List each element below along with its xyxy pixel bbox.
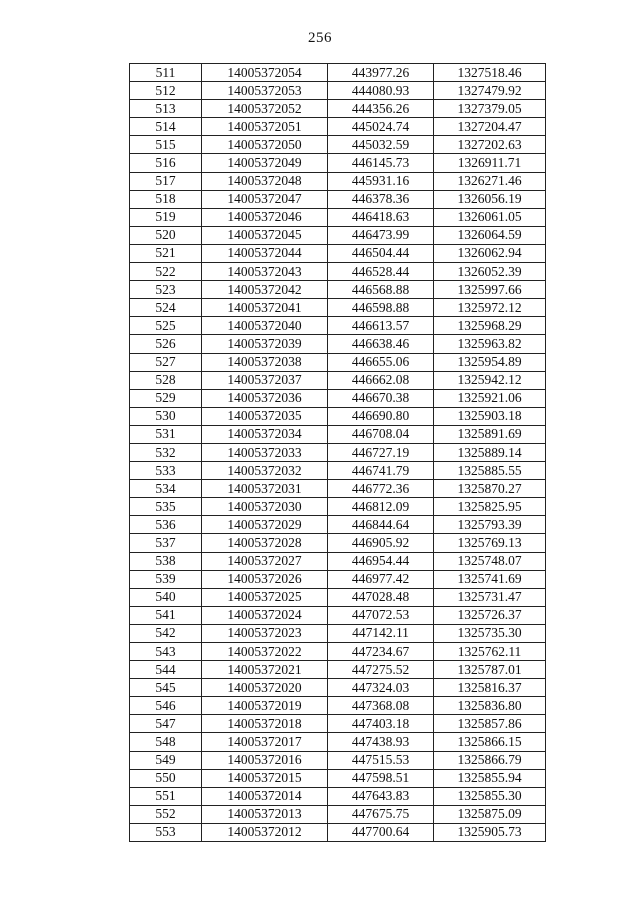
y-coordinate-cell: 1325866.15 [434, 733, 546, 751]
point-id-cell: 14005372048 [202, 172, 328, 190]
row-number-cell: 545 [130, 679, 202, 697]
point-id-cell: 14005372046 [202, 208, 328, 226]
table-row [130, 643, 546, 661]
table-row [130, 136, 546, 154]
table-row [130, 624, 546, 642]
point-id-cell: 14005372015 [202, 769, 328, 787]
x-coordinate-cell: 446613.57 [328, 317, 434, 335]
table-body [130, 64, 546, 842]
point-id-cell: 14005372029 [202, 516, 328, 534]
point-id-cell: 14005372051 [202, 118, 328, 136]
x-coordinate-cell: 444080.93 [328, 82, 434, 100]
row-number-cell: 551 [130, 787, 202, 805]
y-coordinate-cell: 1325787.01 [434, 661, 546, 679]
coordinates-table [129, 63, 546, 842]
point-id-cell: 14005372043 [202, 263, 328, 281]
y-coordinate-cell: 1326064.59 [434, 226, 546, 244]
x-coordinate-cell: 446708.04 [328, 425, 434, 443]
y-coordinate-cell: 1327204.47 [434, 118, 546, 136]
table-row [130, 353, 546, 371]
table-row [130, 263, 546, 281]
row-number-cell: 544 [130, 661, 202, 679]
y-coordinate-cell: 1326061.05 [434, 208, 546, 226]
row-number-cell: 547 [130, 715, 202, 733]
table-row [130, 425, 546, 443]
y-coordinate-cell: 1325825.95 [434, 498, 546, 516]
point-id-cell: 14005372047 [202, 190, 328, 208]
row-number-cell: 534 [130, 480, 202, 498]
y-coordinate-cell: 1327479.92 [434, 82, 546, 100]
y-coordinate-cell: 1325885.55 [434, 462, 546, 480]
y-coordinate-cell: 1325968.29 [434, 317, 546, 335]
row-number-cell: 515 [130, 136, 202, 154]
row-number-cell: 533 [130, 462, 202, 480]
row-number-cell: 540 [130, 588, 202, 606]
point-id-cell: 14005372013 [202, 805, 328, 823]
row-number-cell: 552 [130, 805, 202, 823]
point-id-cell: 14005372040 [202, 317, 328, 335]
x-coordinate-cell: 447643.83 [328, 787, 434, 805]
point-id-cell: 14005372023 [202, 624, 328, 642]
row-number-cell: 516 [130, 154, 202, 172]
table-row [130, 805, 546, 823]
point-id-cell: 14005372024 [202, 606, 328, 624]
point-id-cell: 14005372050 [202, 136, 328, 154]
x-coordinate-cell: 446772.36 [328, 480, 434, 498]
point-id-cell: 14005372019 [202, 697, 328, 715]
y-coordinate-cell: 1326056.19 [434, 190, 546, 208]
row-number-cell: 528 [130, 371, 202, 389]
table-row [130, 661, 546, 679]
x-coordinate-cell: 446670.38 [328, 389, 434, 407]
table-row [130, 407, 546, 425]
x-coordinate-cell: 446598.88 [328, 299, 434, 317]
row-number-cell: 541 [130, 606, 202, 624]
row-number-cell: 520 [130, 226, 202, 244]
table-row [130, 118, 546, 136]
row-number-cell: 542 [130, 624, 202, 642]
y-coordinate-cell: 1326062.94 [434, 244, 546, 262]
row-number-cell: 548 [130, 733, 202, 751]
y-coordinate-cell: 1325855.30 [434, 787, 546, 805]
table-row [130, 462, 546, 480]
x-coordinate-cell: 447700.64 [328, 823, 434, 841]
x-coordinate-cell: 447368.08 [328, 697, 434, 715]
point-id-cell: 14005372017 [202, 733, 328, 751]
y-coordinate-cell: 1326271.46 [434, 172, 546, 190]
y-coordinate-cell: 1325741.69 [434, 570, 546, 588]
row-number-cell: 529 [130, 389, 202, 407]
point-id-cell: 14005372026 [202, 570, 328, 588]
y-coordinate-cell: 1325793.39 [434, 516, 546, 534]
point-id-cell: 14005372049 [202, 154, 328, 172]
y-coordinate-cell: 1326911.71 [434, 154, 546, 172]
y-coordinate-cell: 1325905.73 [434, 823, 546, 841]
row-number-cell: 522 [130, 263, 202, 281]
y-coordinate-cell: 1327202.63 [434, 136, 546, 154]
x-coordinate-cell: 443977.26 [328, 64, 434, 82]
table-row [130, 172, 546, 190]
point-id-cell: 14005372039 [202, 335, 328, 353]
x-coordinate-cell: 446655.06 [328, 353, 434, 371]
point-id-cell: 14005372014 [202, 787, 328, 805]
y-coordinate-cell: 1325816.37 [434, 679, 546, 697]
x-coordinate-cell: 446662.08 [328, 371, 434, 389]
row-number-cell: 517 [130, 172, 202, 190]
row-number-cell: 538 [130, 552, 202, 570]
row-number-cell: 553 [130, 823, 202, 841]
x-coordinate-cell: 446727.19 [328, 443, 434, 461]
x-coordinate-cell: 447324.03 [328, 679, 434, 697]
table-row [130, 787, 546, 805]
x-coordinate-cell: 446568.88 [328, 281, 434, 299]
y-coordinate-cell: 1325836.80 [434, 697, 546, 715]
x-coordinate-cell: 446905.92 [328, 534, 434, 552]
row-number-cell: 519 [130, 208, 202, 226]
table-row [130, 733, 546, 751]
x-coordinate-cell: 446690.80 [328, 407, 434, 425]
table-row [130, 516, 546, 534]
row-number-cell: 530 [130, 407, 202, 425]
y-coordinate-cell: 1327518.46 [434, 64, 546, 82]
x-coordinate-cell: 447675.75 [328, 805, 434, 823]
row-number-cell: 514 [130, 118, 202, 136]
row-number-cell: 539 [130, 570, 202, 588]
point-id-cell: 14005372012 [202, 823, 328, 841]
table-row [130, 371, 546, 389]
point-id-cell: 14005372052 [202, 100, 328, 118]
table-row [130, 606, 546, 624]
table-row [130, 534, 546, 552]
y-coordinate-cell: 1325875.09 [434, 805, 546, 823]
page-number: 256 [308, 30, 332, 46]
x-coordinate-cell: 446504.44 [328, 244, 434, 262]
point-id-cell: 14005372038 [202, 353, 328, 371]
point-id-cell: 14005372034 [202, 425, 328, 443]
y-coordinate-cell: 1325866.79 [434, 751, 546, 769]
point-id-cell: 14005372036 [202, 389, 328, 407]
x-coordinate-cell: 446844.64 [328, 516, 434, 534]
y-coordinate-cell: 1325921.06 [434, 389, 546, 407]
table-row [130, 281, 546, 299]
point-id-cell: 14005372044 [202, 244, 328, 262]
y-coordinate-cell: 1325748.07 [434, 552, 546, 570]
row-number-cell: 535 [130, 498, 202, 516]
x-coordinate-cell: 447072.53 [328, 606, 434, 624]
row-number-cell: 524 [130, 299, 202, 317]
table-row [130, 389, 546, 407]
table-row [130, 480, 546, 498]
table-row [130, 64, 546, 82]
table-row [130, 443, 546, 461]
x-coordinate-cell: 447403.18 [328, 715, 434, 733]
row-number-cell: 521 [130, 244, 202, 262]
row-number-cell: 527 [130, 353, 202, 371]
x-coordinate-cell: 447598.51 [328, 769, 434, 787]
point-id-cell: 14005372037 [202, 371, 328, 389]
point-id-cell: 14005372032 [202, 462, 328, 480]
y-coordinate-cell: 1325942.12 [434, 371, 546, 389]
y-coordinate-cell: 1325726.37 [434, 606, 546, 624]
x-coordinate-cell: 446473.99 [328, 226, 434, 244]
x-coordinate-cell: 446954.44 [328, 552, 434, 570]
table-row [130, 679, 546, 697]
table-row [130, 570, 546, 588]
y-coordinate-cell: 1325891.69 [434, 425, 546, 443]
x-coordinate-cell: 446638.46 [328, 335, 434, 353]
row-number-cell: 518 [130, 190, 202, 208]
table-row [130, 317, 546, 335]
table-row [130, 751, 546, 769]
row-number-cell: 532 [130, 443, 202, 461]
point-id-cell: 14005372016 [202, 751, 328, 769]
point-id-cell: 14005372054 [202, 64, 328, 82]
y-coordinate-cell: 1325769.13 [434, 534, 546, 552]
y-coordinate-cell: 1325903.18 [434, 407, 546, 425]
x-coordinate-cell: 446145.73 [328, 154, 434, 172]
table-row [130, 100, 546, 118]
point-id-cell: 14005372045 [202, 226, 328, 244]
y-coordinate-cell: 1326052.39 [434, 263, 546, 281]
point-id-cell: 14005372053 [202, 82, 328, 100]
x-coordinate-cell: 447275.52 [328, 661, 434, 679]
table-row [130, 154, 546, 172]
table-row [130, 552, 546, 570]
row-number-cell: 525 [130, 317, 202, 335]
x-coordinate-cell: 447142.11 [328, 624, 434, 642]
table-row [130, 588, 546, 606]
point-id-cell: 14005372027 [202, 552, 328, 570]
y-coordinate-cell: 1327379.05 [434, 100, 546, 118]
table-row [130, 226, 546, 244]
row-number-cell: 546 [130, 697, 202, 715]
row-number-cell: 543 [130, 643, 202, 661]
point-id-cell: 14005372020 [202, 679, 328, 697]
x-coordinate-cell: 446418.63 [328, 208, 434, 226]
y-coordinate-cell: 1325889.14 [434, 443, 546, 461]
x-coordinate-cell: 447438.93 [328, 733, 434, 751]
point-id-cell: 14005372025 [202, 588, 328, 606]
x-coordinate-cell: 446528.44 [328, 263, 434, 281]
y-coordinate-cell: 1325870.27 [434, 480, 546, 498]
point-id-cell: 14005372022 [202, 643, 328, 661]
table-row [130, 715, 546, 733]
x-coordinate-cell: 447234.67 [328, 643, 434, 661]
x-coordinate-cell: 444356.26 [328, 100, 434, 118]
x-coordinate-cell: 445024.74 [328, 118, 434, 136]
table-row [130, 190, 546, 208]
point-id-cell: 14005372021 [202, 661, 328, 679]
y-coordinate-cell: 1325963.82 [434, 335, 546, 353]
table-row [130, 208, 546, 226]
table-row [130, 335, 546, 353]
table-row [130, 769, 546, 787]
x-coordinate-cell: 445931.16 [328, 172, 434, 190]
row-number-cell: 531 [130, 425, 202, 443]
row-number-cell: 523 [130, 281, 202, 299]
row-number-cell: 550 [130, 769, 202, 787]
y-coordinate-cell: 1325762.11 [434, 643, 546, 661]
x-coordinate-cell: 446378.36 [328, 190, 434, 208]
y-coordinate-cell: 1325855.94 [434, 769, 546, 787]
x-coordinate-cell: 446812.09 [328, 498, 434, 516]
point-id-cell: 14005372041 [202, 299, 328, 317]
table-row [130, 697, 546, 715]
point-id-cell: 14005372028 [202, 534, 328, 552]
y-coordinate-cell: 1325857.86 [434, 715, 546, 733]
y-coordinate-cell: 1325972.12 [434, 299, 546, 317]
table-row [130, 299, 546, 317]
x-coordinate-cell: 445032.59 [328, 136, 434, 154]
x-coordinate-cell: 447028.48 [328, 588, 434, 606]
row-number-cell: 549 [130, 751, 202, 769]
x-coordinate-cell: 447515.53 [328, 751, 434, 769]
y-coordinate-cell: 1325735.30 [434, 624, 546, 642]
row-number-cell: 513 [130, 100, 202, 118]
row-number-cell: 511 [130, 64, 202, 82]
row-number-cell: 536 [130, 516, 202, 534]
row-number-cell: 537 [130, 534, 202, 552]
point-id-cell: 14005372031 [202, 480, 328, 498]
point-id-cell: 14005372033 [202, 443, 328, 461]
row-number-cell: 512 [130, 82, 202, 100]
point-id-cell: 14005372035 [202, 407, 328, 425]
table-row [130, 498, 546, 516]
point-id-cell: 14005372018 [202, 715, 328, 733]
y-coordinate-cell: 1325997.66 [434, 281, 546, 299]
y-coordinate-cell: 1325954.89 [434, 353, 546, 371]
y-coordinate-cell: 1325731.47 [434, 588, 546, 606]
point-id-cell: 14005372042 [202, 281, 328, 299]
table-row [130, 823, 546, 841]
point-id-cell: 14005372030 [202, 498, 328, 516]
x-coordinate-cell: 446977.42 [328, 570, 434, 588]
row-number-cell: 526 [130, 335, 202, 353]
table-row [130, 82, 546, 100]
x-coordinate-cell: 446741.79 [328, 462, 434, 480]
table-row [130, 244, 546, 262]
